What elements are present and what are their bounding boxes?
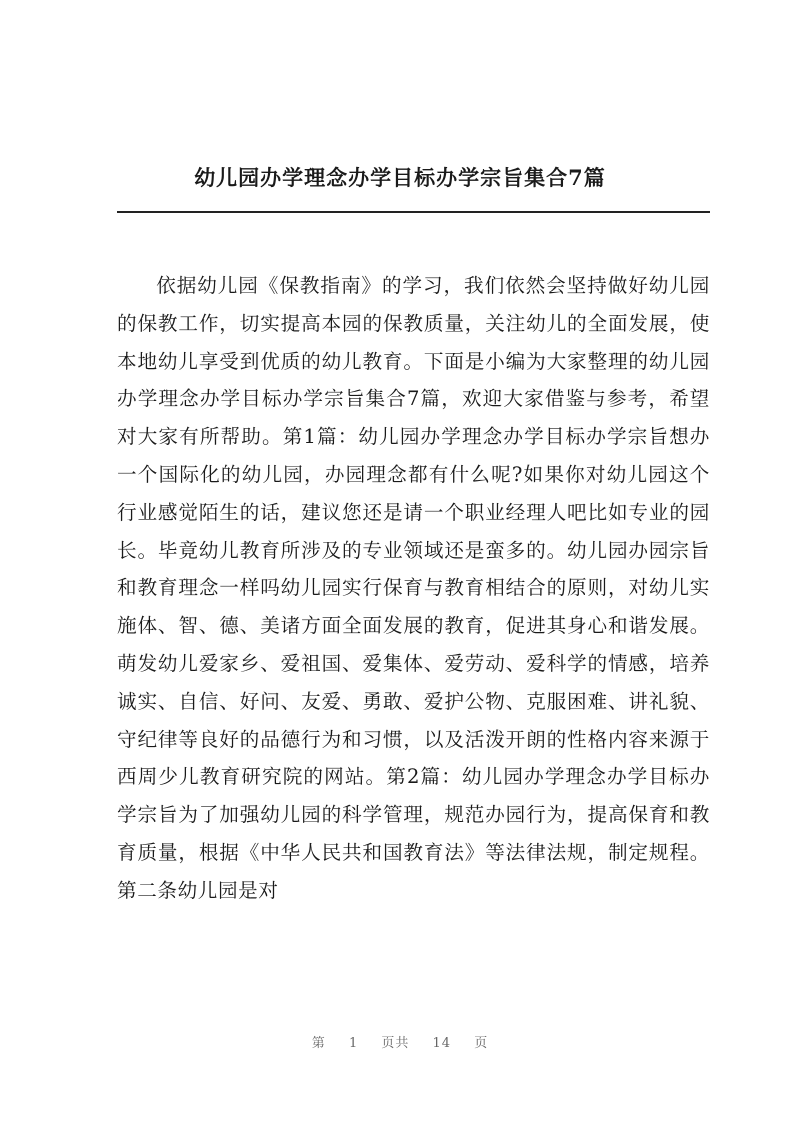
footer-suffix: 页 [474,1036,489,1051]
title-underline-divider [117,211,710,213]
document-body-paragraph: 依据幼儿园《保教指南》的学习，我们依然会坚持做好幼儿园的保教工作，切实提高本园的保教质量，关注幼儿的全面发展，使本地幼儿享受到优质的幼儿教育。下面是小编为大家整理的幼儿园办学理念办学目标办学宗旨集合7篇，欢迎大家借鉴与参考，希望对大家有所帮助。第1篇：幼儿园办学理念办学目标办学宗旨想办一个国际化的幼儿园，办园理念都有什么呢?如果你对幼儿园这个行业感觉陌生的话，建议您还是请一个职业经理人吧比如专业的园长。毕竟幼儿教育所涉及的专业领域还是蛮多的。幼儿园办园宗旨和教育理念一样吗幼儿园实行保育与教育相结合的原则，对幼儿实施体、智、德、美诸方面全面发展的教育，促进其身心和谐发展。萌发幼儿爱家乡、爱祖国、爱集体、爱劳动、爱科学的情感，培养诚实、自信、好问、友爱、勇敢、爱护公物、克服困难、讲礼貌、守纪律等良好的品德行为和习惯，以及活泼开朗的性格内容来源于西周少儿教育研究院的网站。第2篇：幼儿园办学理念办学目标办学宗旨为了加强幼儿园的科学管理，规范办园行为，提高保育和教育质量，根据《中华人民共和国教育法》等法律法规，制定规程。第二条幼儿园是对 [117,274,710,902]
document-title: 幼儿园办学理念办学目标办学宗旨集合7篇 [194,165,606,190]
footer-total-pages: 14 [432,1036,452,1051]
footer-middle: 页共 [381,1036,410,1051]
page-number-footer [0,1032,800,1051]
footer-current-page: 1 [348,1036,359,1051]
footer-prefix: 第 [311,1036,326,1051]
